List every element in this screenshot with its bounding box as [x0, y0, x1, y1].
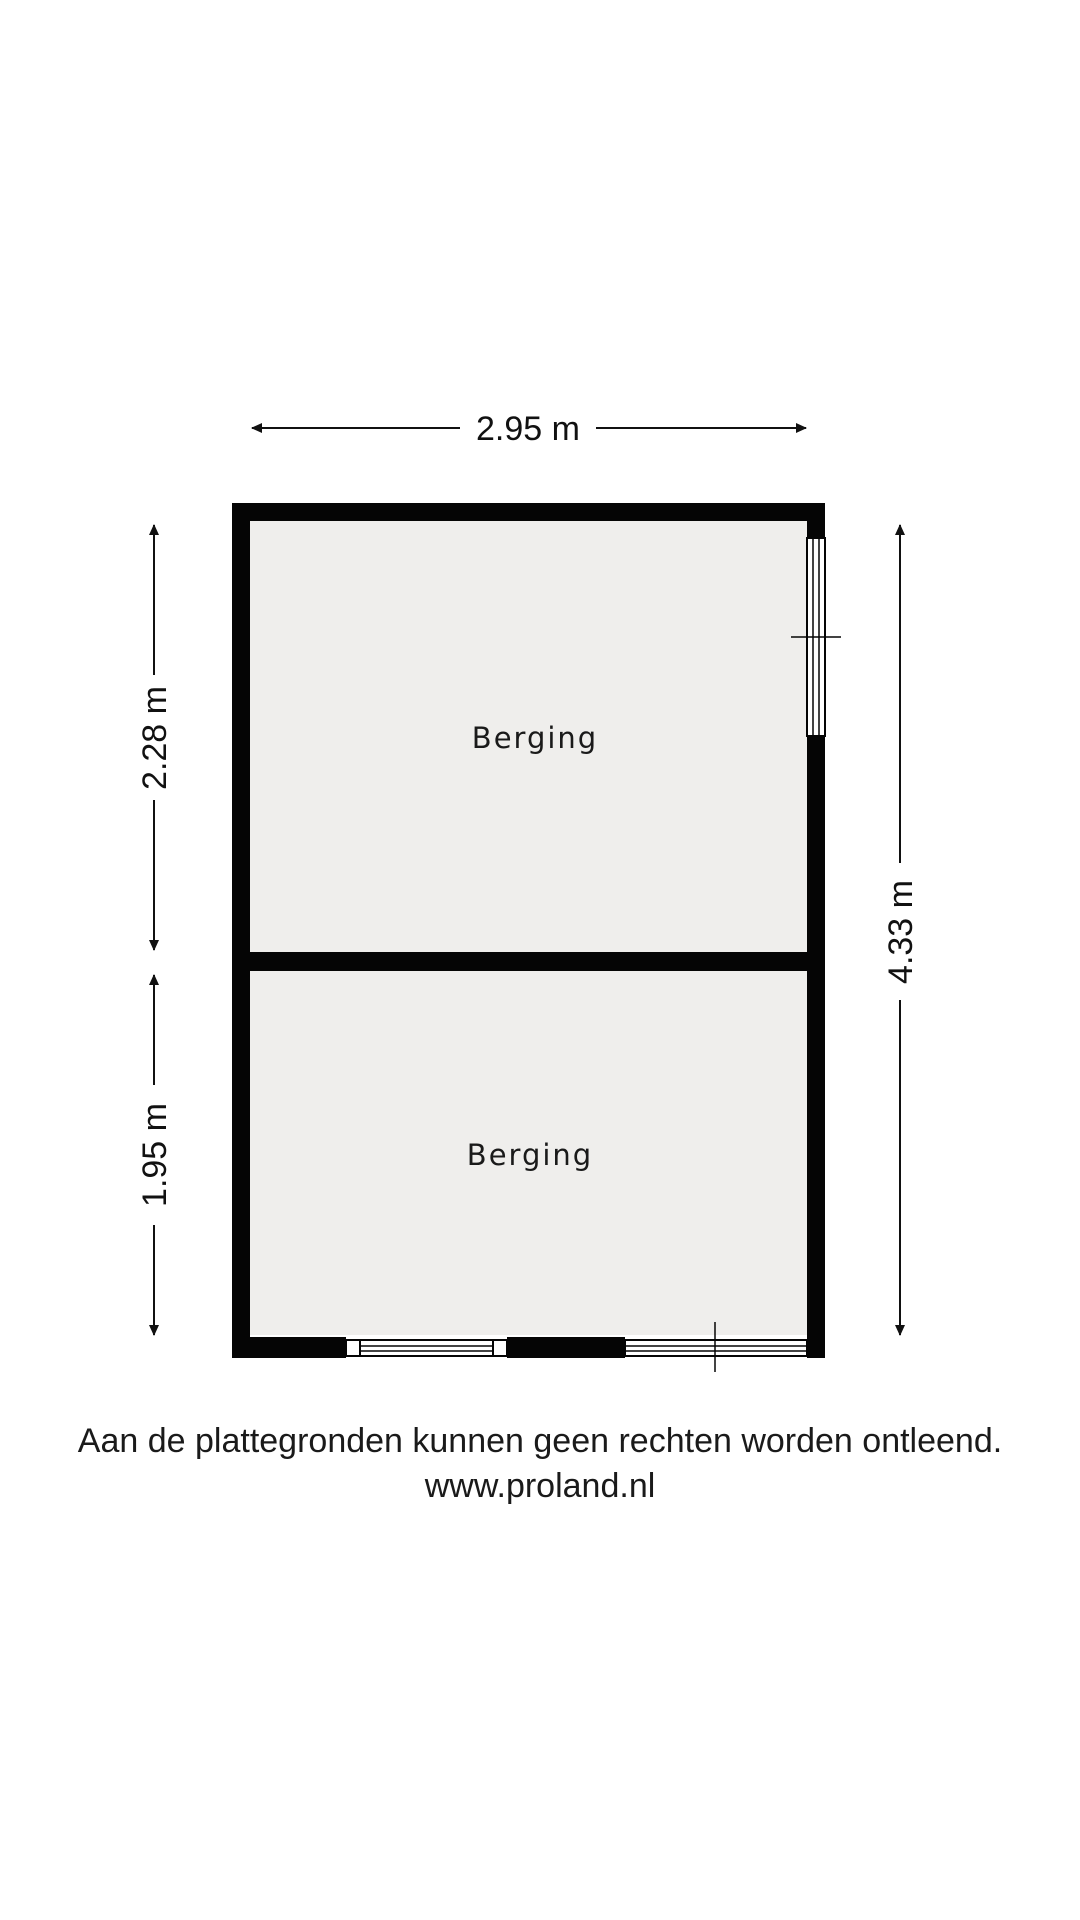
dimension-label-upper-room: 2.28 m [136, 686, 174, 790]
wall-left [232, 503, 250, 1358]
dimension-total-depth [882, 525, 920, 1335]
dimension-label-width: 2.95 m [476, 410, 580, 448]
room-label-lower: Berging [466, 1138, 594, 1172]
wall-bottom-left [232, 1337, 346, 1358]
dimension-upper-room [136, 525, 174, 950]
room-label-upper: Berging [471, 721, 599, 755]
dimension-total-width [252, 410, 806, 448]
disclaimer-text: Aan de plattegronden kunnen geen rechten worden ontleend. [77, 1422, 1003, 1460]
dimension-label-depth: 4.33 m [882, 880, 920, 984]
dimension-lower-room [136, 975, 174, 1335]
wall-bottom-middle [507, 1337, 625, 1358]
dimension-label-lower-room: 1.95 m [136, 1103, 174, 1207]
wall-top [232, 503, 825, 521]
wall-right-lower [807, 736, 825, 1358]
wall-right-upper [807, 503, 825, 538]
window-bottom-left [346, 1340, 507, 1356]
website-text: www.proland.nl [424, 1467, 656, 1505]
wall-divider [250, 952, 807, 971]
